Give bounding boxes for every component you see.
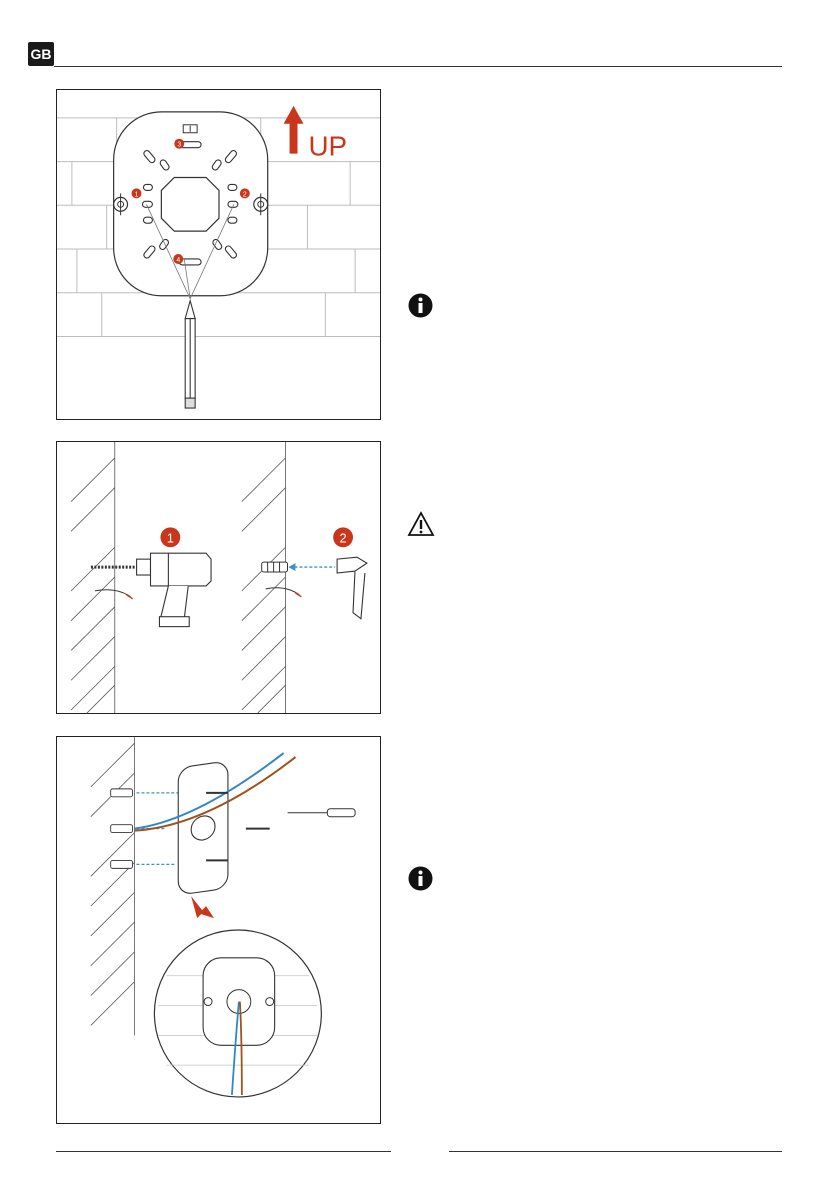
screwdriver-icon (288, 809, 356, 817)
tilted-plate (178, 761, 228, 895)
language-badge: GB (28, 42, 54, 66)
info-icon (408, 866, 433, 891)
hole-number-3: 3 (177, 141, 182, 149)
fix-plate-drawing (57, 737, 380, 1123)
illustration-mark-holes (56, 89, 381, 420)
footer-rule-left (56, 1151, 391, 1152)
info-icon (408, 293, 433, 318)
illustration-fix-mounting-plate (56, 736, 381, 1124)
step-number-1: 1 (166, 530, 174, 546)
footer-rule-right (449, 1151, 782, 1152)
up-arrow-icon (284, 106, 304, 154)
pencil (185, 301, 195, 408)
mark-holes-drawing (57, 90, 380, 419)
wall-hatch (91, 737, 135, 1035)
up-label: UP (308, 130, 348, 162)
hole-number-1: 1 (134, 191, 139, 199)
hole-number-2: 2 (242, 191, 247, 199)
step-number-2: 2 (339, 530, 347, 546)
hammer-icon (337, 557, 367, 619)
drill-plug-drawing (57, 442, 380, 713)
wall-plug (262, 562, 288, 572)
header-rule (54, 66, 782, 67)
wall-hatch-left (71, 442, 115, 713)
illustration-drill-and-plug (56, 441, 381, 714)
down-arrow-icon (191, 896, 214, 918)
warning-icon (407, 511, 435, 537)
hole-number-4: 4 (176, 256, 181, 264)
wall-hatch-right (242, 442, 286, 713)
